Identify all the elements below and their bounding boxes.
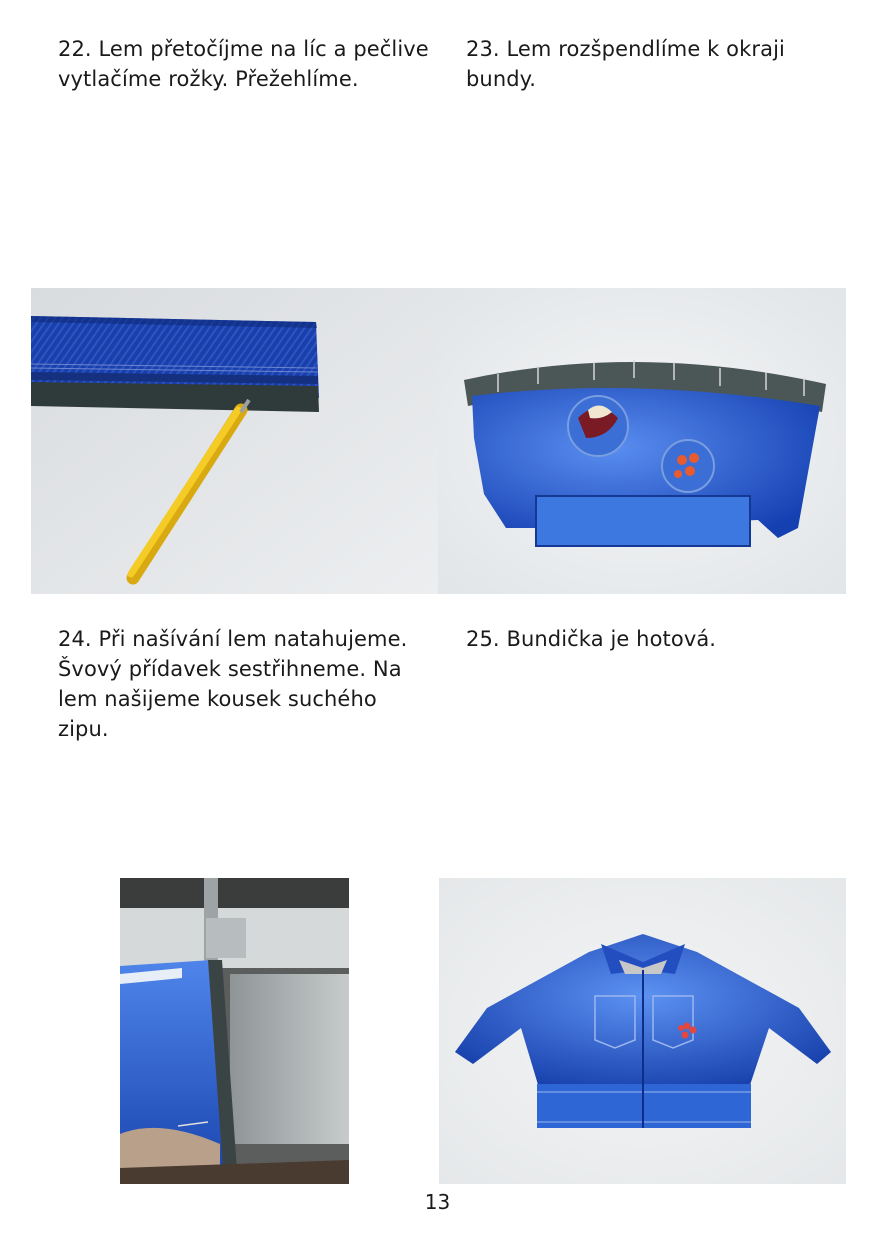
step-25-text: 25. Bundička je hotová. <box>466 627 717 651</box>
photo-hem-pinned <box>438 288 846 594</box>
step-24-text: 24. Při našívání lem natahujeme. Švový přídavek sestřihneme. Na lem našijeme kousek suchého zipu. <box>58 627 408 741</box>
step-22-text: 22. Lem přetočíjme na líc a pečlive vytlačíme rožky. Přežehlíme. <box>58 37 429 91</box>
photo-finished-jacket <box>439 878 846 1184</box>
page-number: 13 <box>424 1190 451 1214</box>
photo-sewing-hem <box>120 878 349 1184</box>
photo-hem-pressed <box>31 288 438 594</box>
step-23-text: 23. Lem rozšpendlíme k okraji bundy. <box>466 37 785 91</box>
